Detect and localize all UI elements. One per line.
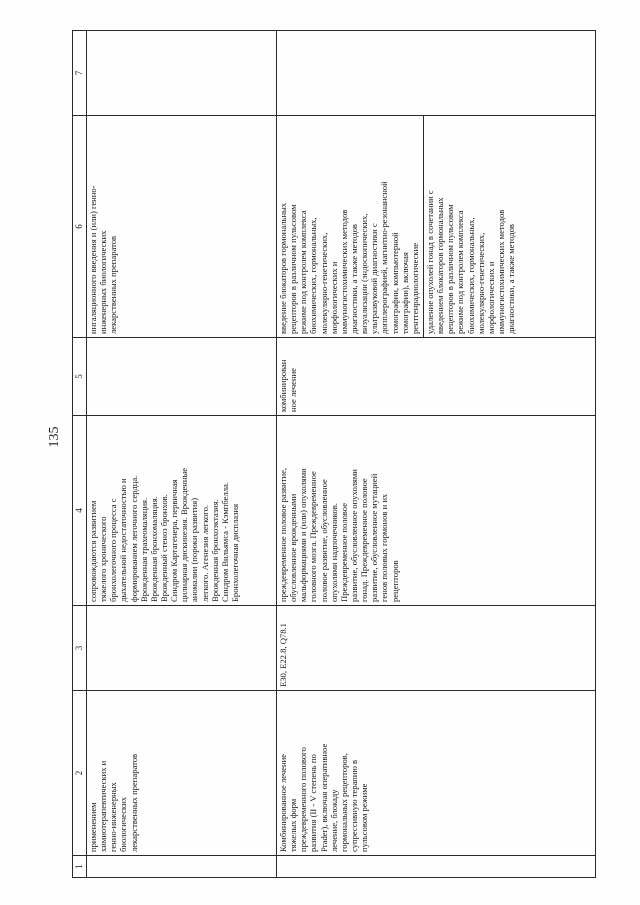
table-cell: Комбинированное лечение тяжелых форм преждевременного полового развития (II - V степень по Prader), включая оперативное лечение, блокаду гормональных рецепторов, супрессивную терапию в пульсовом режиме xyxy=(277,691,596,856)
table-cell xyxy=(87,31,277,116)
column-header: 6 xyxy=(73,116,87,338)
method-text: удаление опухолей гонад в сочетании с введением блокаторов гормональных рецепторов в различном пульсовом режиме под контролем комплекса биохимических, гормональных, молекулярно-генетических, морфологических и иммуногистохимических методов диагностики, а также методов xyxy=(423,116,516,337)
table-cell xyxy=(277,116,596,338)
header-row xyxy=(73,31,87,878)
column-header: 7 xyxy=(73,31,87,116)
table-cell xyxy=(277,856,596,878)
column-header: 4 xyxy=(73,416,87,606)
method-text: введение блокаторов гормональных рецепторов в различном пульсовом режиме под контролем комплекса биохимических, гормональных, молекулярно-генетических, морфологических и иммуногистохимических методов диагностики, а также методов визуализации (эндоскопических, ультразвуковой диагностики с допплерографией, магнитно-резонансной томографии, компьютерной томографии), включая рентгенрадиологические xyxy=(278,181,420,334)
column-header: 5 xyxy=(73,338,87,416)
table-cell: сопровождаются развитием тяжелого хронического бронхолегочного процесса с дыхательной недостаточностью и формированием легочного сердца. Врожденная трахеомаляция. Врожденная бронхомаляция. Врожденный стеноз бронхов. Синдром Картагенера, первичная цилиарная дискинезия. Врожденные аномалии (пороки развития) легкого. Агенезия легкого. Врожденная бронхоэктазия. Синдром Вильямса - Кэмпбелла. Бронхолегочная дисплазия xyxy=(87,416,277,606)
table-cell xyxy=(87,338,277,416)
column-header: 2 xyxy=(73,691,87,856)
column-header: 3 xyxy=(73,606,87,691)
table-cell xyxy=(87,856,277,878)
table-cell: E30, E22.8, Q78.1 xyxy=(277,606,596,691)
rotated-table-wrapper xyxy=(72,31,596,878)
table-cell xyxy=(277,31,596,116)
page-number: 135 xyxy=(47,426,62,448)
treatment-table xyxy=(72,30,596,878)
table-cell: ингаляционного введения и (или) генно- инженерных биологических лекарственных препаратов xyxy=(87,116,277,338)
table-cell xyxy=(87,606,277,691)
table-cell: преждевременное половое развитие, обусловленное врожденными мальформациями и (или) опухолями головного мозга. Преждевременное половое развитие, обусловленное опухолями надпочечников. Преждевременное половое развитие, обусловленное опухолями гонад. Преждевременное половое развитие, обусловленное мутацией генов половых гормонов и их рецепторов xyxy=(277,416,596,606)
column-header: 1 xyxy=(73,856,87,878)
table-row xyxy=(87,31,277,878)
table-cell: применением химиотерапевтических и генно-инженерных биологических лекарственных препаратов xyxy=(87,691,277,856)
table-cell: комбинирован ное лечение xyxy=(277,338,596,416)
table-row xyxy=(277,31,596,878)
